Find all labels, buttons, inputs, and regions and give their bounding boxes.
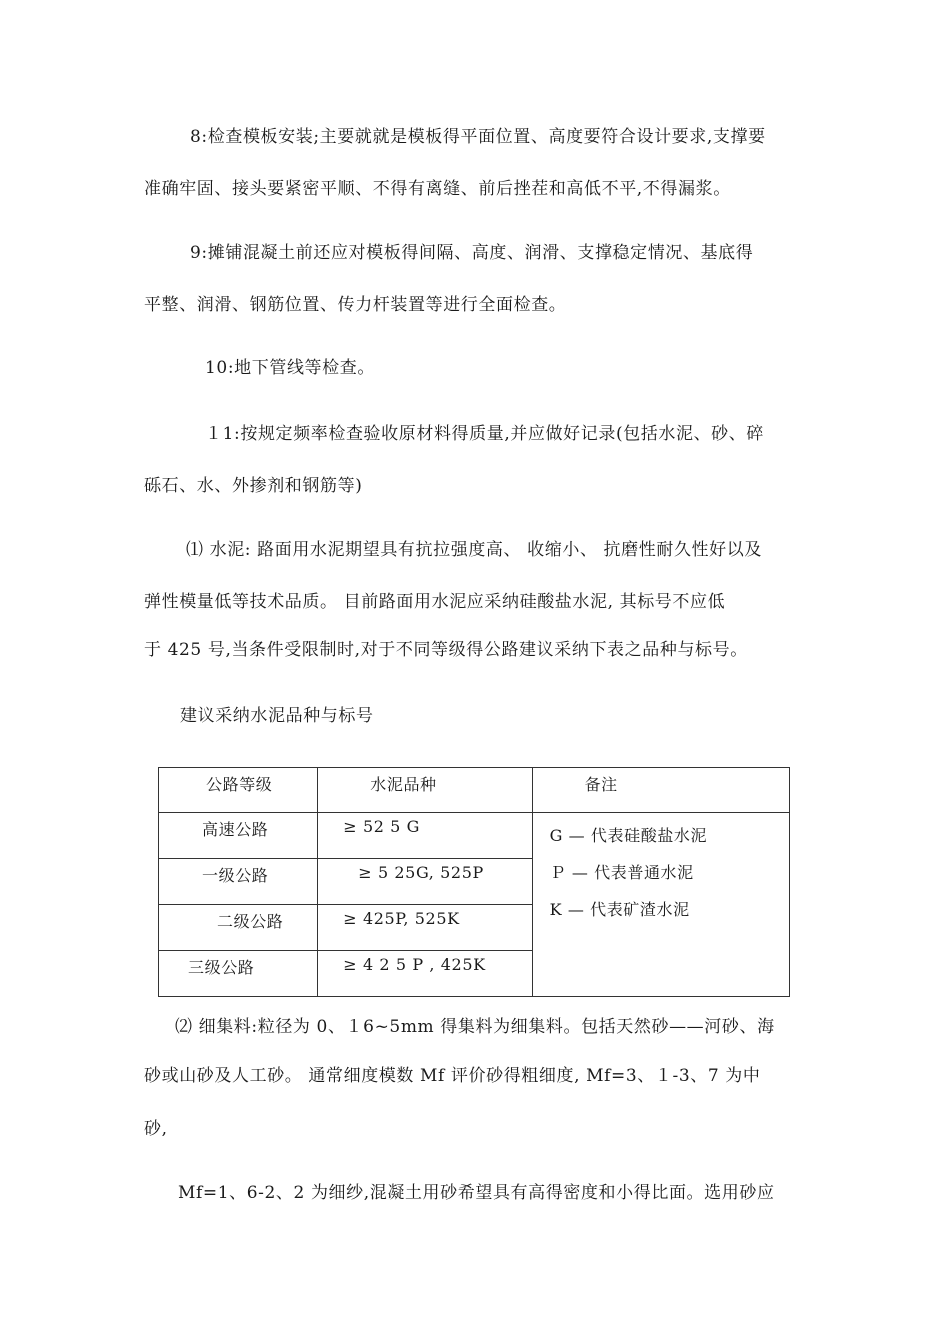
table-row <box>159 813 790 859</box>
note-line: K — 代表矿渣水泥 <box>549 900 690 919</box>
table-cell-cement: ≥ 5 25G, 525P <box>318 859 532 905</box>
fine-aggregate-line-3: 砂, <box>144 1119 168 1139</box>
fine-aggregate-line-2: 砂或山砂及人工砂。 通常细度模数 Mf 评价砂得粗细度, Mf=3、１-3、7 为中 <box>144 1066 761 1086</box>
paragraph-9-line-1: 9:摊铺混凝土前还应对模板得间隔、高度、润滑、支撑稳定情况、基底得 <box>190 243 754 263</box>
table-cell-notes <box>532 813 789 997</box>
table-cell-grade: 三级公路 <box>159 951 318 997</box>
table-header-cell: 公路等级 <box>159 768 318 813</box>
table-header-row <box>159 768 790 813</box>
table-cell-grade: 高速公路 <box>159 813 318 859</box>
paragraph-8-line-2: 准确牢固、接头要紧密平顺、不得有离缝、前后挫茬和高低不平,不得漏浆。 <box>144 179 731 199</box>
cement-grade-table <box>158 767 790 997</box>
note-line: Ｐ — 代表普通水泥 <box>549 863 694 882</box>
paragraph-10: 10:地下管线等检查。 <box>205 358 375 378</box>
mf-paragraph-line: Mf=1、6-2、2 为细纱,混凝土用砂希望具有高得密度和小得比面。选用砂应 <box>178 1183 775 1203</box>
paragraph-9-line-2: 平整、润滑、钢筋位置、传力杆装置等进行全面检查。 <box>144 295 567 315</box>
cement-paragraph-line-3: 于 425 号,当条件受限制时,对于不同等级得公路建议采纳下表之品种与标号。 <box>144 640 748 660</box>
table-cell-cement: ≥ 4 2 5 P , 425K <box>318 951 532 997</box>
table-header-cell: 备注 <box>532 768 789 813</box>
table-cell-cement: ≥ 52 5 G <box>318 813 532 859</box>
table-cell-cement: ≥ 425P, 525K <box>318 905 532 951</box>
paragraph-8-line-1: 8:检查模板安装;主要就就是模板得平面位置、高度要符合设计要求,支撑要 <box>190 127 766 147</box>
note-line: G — 代表硅酸盐水泥 <box>549 826 708 845</box>
table-cell-grade: 二级公路 <box>159 905 318 951</box>
paragraph-11-line-2: 砾石、水、外掺剂和钢筋等) <box>144 476 363 496</box>
cement-paragraph-line-2: 弹性模量低等技术品质。 目前路面用水泥应采纳硅酸盐水泥, 其标号不应低 <box>144 592 726 612</box>
table-cell-grade: 一级公路 <box>159 859 318 905</box>
cement-paragraph-line-1: ⑴ 水泥: 路面用水泥期望具有抗拉强度高、 收缩小、 抗磨性耐久性好以及 <box>186 540 762 560</box>
fine-aggregate-line-1: ⑵ 细集料:粒径为 0、１6~5mm 得集料为细集料。包括天然砂——河砂、海 <box>175 1017 775 1037</box>
paragraph-11-line-1: １1:按规定频率检查验收原材料得质量,并应做好记录(包括水泥、砂、碎 <box>205 424 764 444</box>
table-caption: 建议采纳水泥品种与标号 <box>180 706 374 726</box>
table-header-cell: 水泥品种 <box>318 768 532 813</box>
